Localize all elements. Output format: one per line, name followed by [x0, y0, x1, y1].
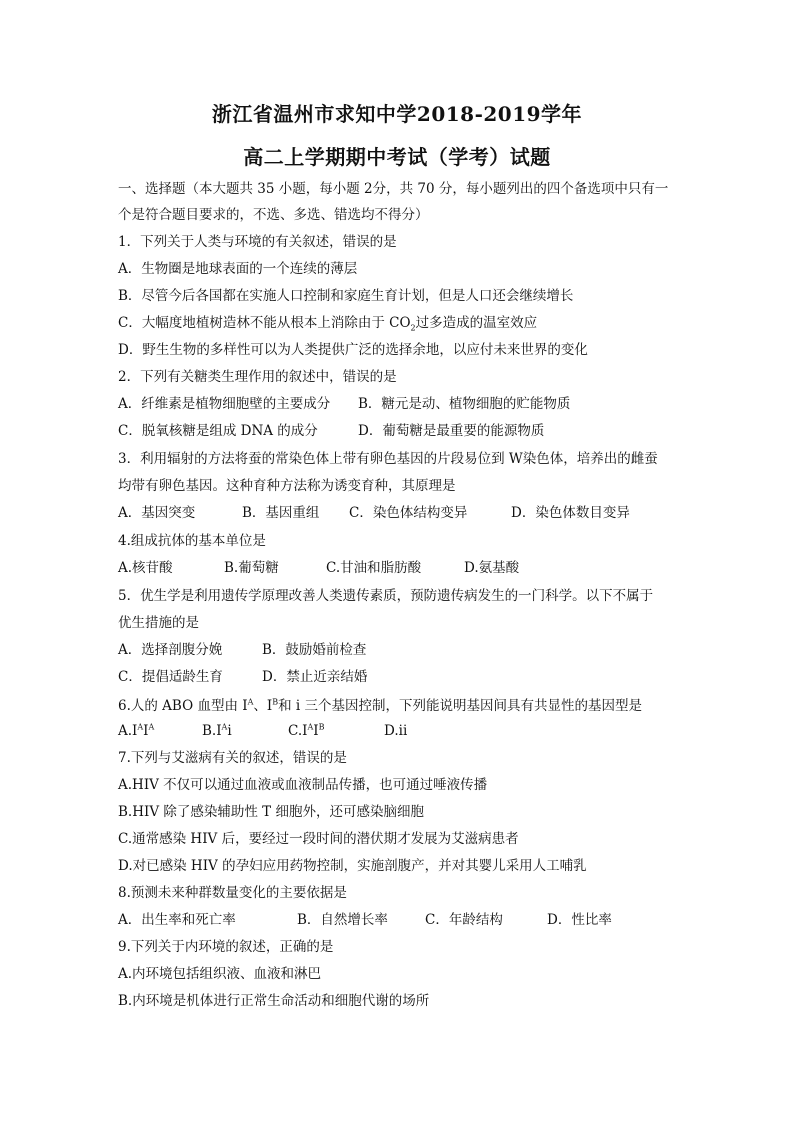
question-7-option-b: B.HIV 除了感染辅助性 T 细胞外，还可感染脑细胞: [118, 804, 424, 820]
page-title-line1: 浙江省温州市求知中学2018-2019学年: [211, 102, 583, 126]
q6-sup-b: B: [272, 697, 279, 707]
question-6-stem: [118, 697, 642, 715]
q6-a-mid: I: [143, 723, 149, 739]
question-7-stem: 7.下列与艾滋病有关的叙述，错误的是: [118, 750, 347, 766]
question-2-option-b: B．糖元是动、植物细胞的贮能物质: [358, 396, 571, 412]
q6-a-sup1: A: [137, 722, 144, 732]
question-8-option-d: D．性比率: [547, 912, 612, 928]
q6-a-sup2: A: [148, 722, 155, 732]
question-1-option-d: D．野生生物的多样性可以为人类提供广泛的选择余地，以应付未来世界的变化: [118, 342, 588, 358]
question-5-stem-line1: 5．优生学是利用遗传学原理改善人类遗传素质，预防遗传病发生的一门科学。以下不属于: [118, 588, 654, 604]
question-7-option-c: C.通常感染 HIV 后，要经过一段时间的潜伏期才发展为艾滋病患者: [118, 831, 519, 847]
question-8-stem: 8.预测未来种群数量变化的主要依据是: [118, 885, 347, 901]
q6-b-post: i: [227, 723, 232, 739]
question-1-stem: 1．下列关于人类与环境的有关叙述，错误的是: [118, 234, 397, 250]
question-4-option-c: C.甘油和脂肪酸: [326, 560, 422, 576]
question-5-option-d: D．禁止近亲结婚: [262, 669, 368, 685]
question-3-option-b: B．基因重组: [242, 505, 320, 521]
section-intro-line2: 个是符合题目要求的，不选、多选、错选均不得分）: [118, 207, 429, 223]
question-9-stem: 9.下列关于内环境的叙述，正确的是: [118, 939, 334, 955]
q6-sup-a: A: [247, 697, 254, 707]
question-6-option-c: [288, 722, 384, 740]
q6-stem-pre: 6.人的 ABO 血型由 I: [118, 698, 248, 714]
q6-stem-post: 和 i 三个基因控制，下列能说明基因间具有共显性的基因型是: [278, 698, 642, 714]
question-2-option-c: C．脱氧核糖是组成 DNA 的成分: [118, 423, 318, 439]
q6-a-pre: A.I: [118, 723, 138, 739]
q6-stem-mid: 、I: [253, 698, 273, 714]
q6-c-pre: C.I: [288, 723, 308, 739]
question-1-option-c: [118, 314, 537, 332]
question-6-option-a: [118, 722, 202, 740]
question-2-option-a: A．纤维素是植物细胞壁的主要成分: [118, 396, 331, 412]
question-2-option-d: D．葡萄糖是最重要的能源物质: [358, 423, 545, 439]
question-7-option-a: A.HIV 不仅可以通过血液或血液制品传播，也可通过唾液传播: [118, 777, 488, 793]
question-4-options: [118, 559, 519, 577]
q1-c-pre: C．大幅度地植树造林不能从根本上消除由于 CO: [118, 315, 411, 331]
q1-c-sub: 2: [410, 323, 416, 333]
question-1-option-b: B．尽管今后各国都在实施人口控制和家庭生育计划，但是人口还会继续增长: [118, 288, 574, 304]
question-8-option-c: C．年龄结构: [425, 912, 503, 928]
question-6-option-d: D.ii: [384, 723, 408, 739]
q6-c-sup2: B: [318, 722, 325, 732]
question-4-option-a: A.核苷酸: [118, 560, 173, 576]
page-title-line2: 高二上学期期中考试（学考）试题: [243, 145, 551, 169]
question-5-option-a: A．选择剖腹分娩: [118, 642, 223, 658]
question-5-option-b: B．鼓励婚前检查: [262, 642, 367, 658]
question-4-option-b: B.葡萄糖: [224, 560, 279, 576]
question-3-stem-line1: 3．利用辐射的方法将蚕的常染色体上带有卵色基因的片段易位到 W染色体，培养出的雌蚕: [118, 451, 658, 467]
question-5-option-c: C．提倡适龄生育: [118, 669, 223, 685]
question-3-option-c: C．染色体结构变异: [349, 505, 468, 521]
q1-c-post: 过多造成的温室效应: [415, 315, 538, 331]
q6-c-sup1: A: [307, 722, 314, 732]
question-9-option-b: B.内环境是机体进行正常生命活动和细胞代谢的场所: [118, 993, 430, 1009]
q6-b-sup: A: [221, 722, 228, 732]
question-5-options-ab: [118, 641, 366, 659]
question-2-options-cd: [118, 422, 544, 440]
question-8-option-b: B．自然增长率: [297, 912, 388, 928]
question-1-option-a: A．生物圈是地球表面的一个连续的薄层: [118, 261, 358, 277]
q6-b-pre: B.I: [202, 723, 222, 739]
q6-c-mid: I: [313, 723, 319, 739]
question-7-option-d: D.对已感染 HIV 的孕妇应用药物控制，实施剖腹产，并对其婴儿采用人工哺乳: [118, 858, 587, 874]
question-8-option-a: A．出生率和死亡率: [118, 912, 236, 928]
question-2-stem: 2．下列有关糖类生理作用的叙述中，错误的是: [118, 369, 397, 385]
question-4-option-d: D.氨基酸: [464, 560, 520, 576]
question-3-options: [118, 504, 630, 522]
question-3-stem-line2: 均带有卵色基因。这种育种方法称为诱变育种，其原理是: [118, 478, 456, 494]
question-3-option-a: A．基因突变: [118, 505, 196, 521]
question-2-options-ab: [118, 395, 570, 413]
question-3-option-d: D．染色体数目变异: [511, 505, 630, 521]
question-8-options: [118, 911, 612, 929]
question-9-option-a: A.内环境包括组织液、血液和淋巴: [118, 966, 322, 982]
section-intro-line1: 一、选择题（本大题共 35 小题，每小题 2分，共 70 分，每小题列出的四个备选项中只有一: [118, 181, 669, 197]
question-5-stem-line2: 优生措施的是: [118, 615, 199, 631]
question-5-options-cd: [118, 668, 367, 686]
question-4-stem: 4.组成抗体的基本单位是: [118, 533, 266, 549]
question-6-options: [118, 722, 407, 740]
question-6-option-b: [202, 722, 288, 740]
